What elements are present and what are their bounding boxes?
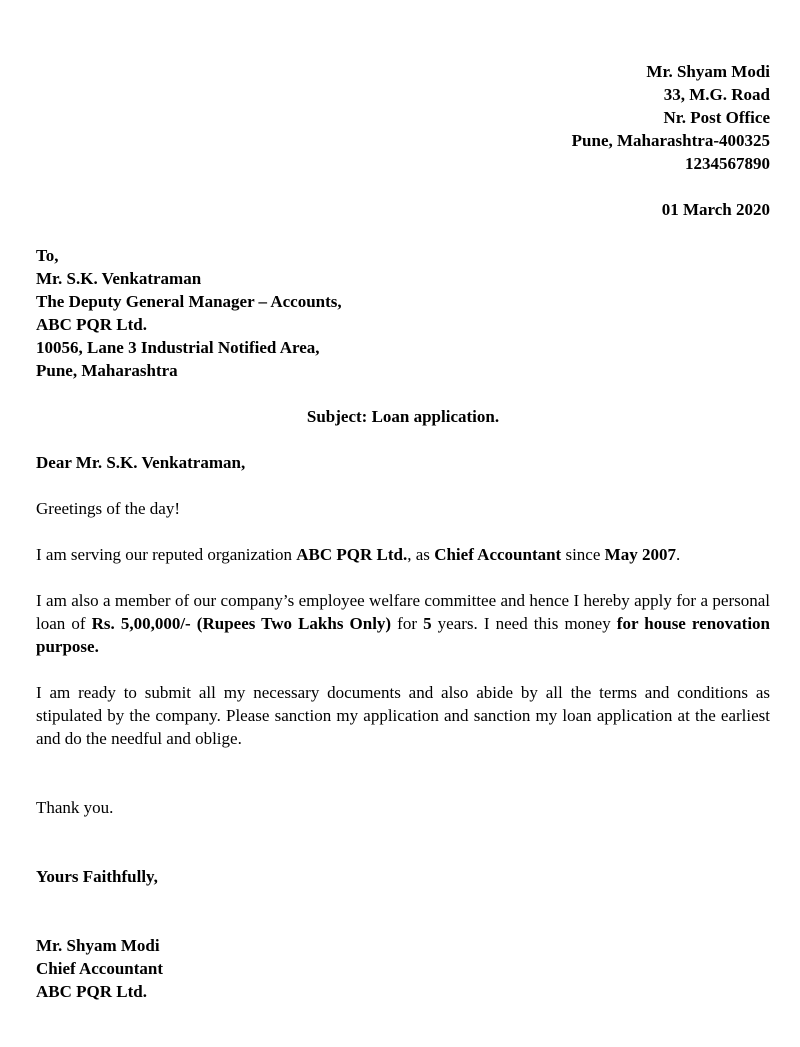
body-text: . [675,545,681,564]
emphasized-text: May 2007 [604,545,676,564]
body-text: I am also a member of our company’s employee welfare committee and hence I hereby apply for a personal loan of [36,591,770,633]
emphasized-text: 5 [423,614,432,633]
emphasized-text: ABC PQR Ltd. [296,545,408,564]
body-paragraph-3 [36,681,770,750]
address-line: 33, M.G. Road [663,85,770,104]
address-line: Pune, Maharashtra [36,361,178,380]
address-line: ABC PQR Ltd. [36,315,147,334]
body-paragraph-1 [36,543,770,566]
body-text: I am ready to submit all my necessary documents and also abide by all the terms and conditions as stipulated by the company. Please sanction my application and sanction my loan application at the earliest and do the needful and oblige. [36,683,770,748]
address-line: Mr. Shyam Modi [36,936,160,955]
thank-you-line: Thank you. [36,798,114,817]
address-line: Mr. Shyam Modi [646,62,770,81]
body-paragraph-2 [36,589,770,658]
address-line: Nr. Post Office [663,108,770,127]
address-line: 10056, Lane 3 Industrial Notified Area, [36,338,320,357]
emphasized-text: Rs. 5,00,000/- (Rupees Two Lakhs Only) [91,614,392,633]
emphasized-text: Chief Accountant [434,545,562,564]
address-line: ABC PQR Ltd. [36,982,147,1001]
greeting-line: Greetings of the day! [36,499,180,518]
body-text: years. I need this money [431,614,617,633]
address-line: Chief Accountant [36,959,164,978]
body-text: for [391,614,424,633]
subject-line: Subject: Loan application. [306,407,500,426]
address-line: The Deputy General Manager – Accounts, [36,292,342,311]
body-text: since [561,545,605,564]
letter-date: 01 March 2020 [661,200,770,219]
signature-block [36,934,770,1003]
emphasized-text: for house renovation purpose. [36,614,771,656]
recipient-address-block [36,244,770,382]
closing-line: Yours Faithfully, [36,867,158,886]
salutation: Dear Mr. S.K. Venkatraman, [36,453,246,472]
body-text: I am serving our reputed organization [36,545,297,564]
address-line: Mr. S.K. Venkatraman [36,269,202,288]
body-text: , as [407,545,435,564]
address-line: 1234567890 [685,154,770,173]
address-line: To, [36,246,59,265]
address-line: Pune, Maharashtra-400325 [571,131,770,150]
sender-address-block [36,60,770,175]
